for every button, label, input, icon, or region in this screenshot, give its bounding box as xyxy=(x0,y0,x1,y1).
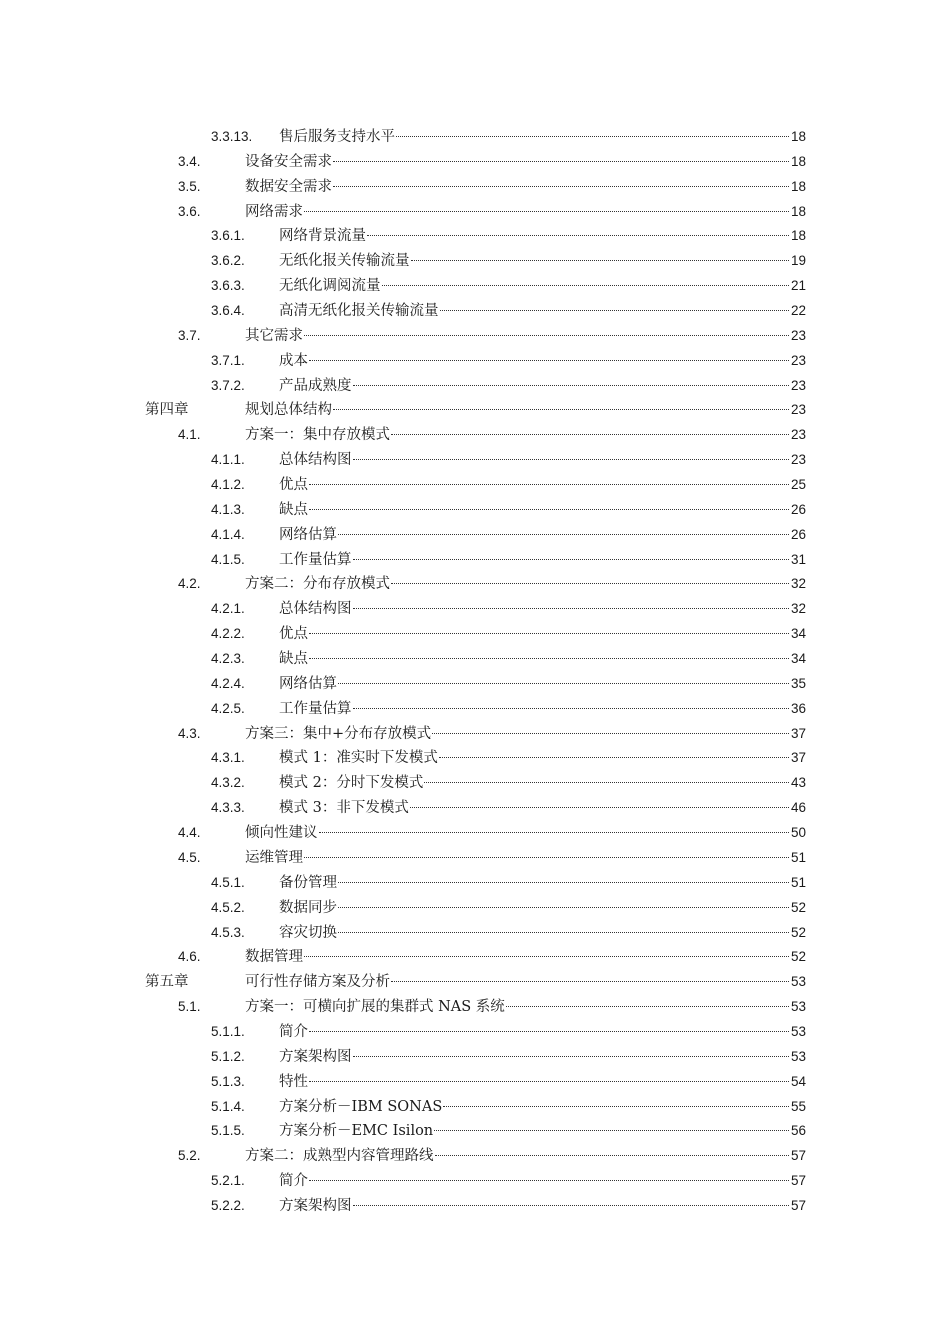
toc-entry-number: 4.2.4. xyxy=(211,675,245,691)
toc-entry-title: 方案二：成熟型内容管理路线 xyxy=(245,1148,434,1165)
dot-leader xyxy=(443,1105,789,1107)
toc-entry-title: 方案分析－IBM SONAS xyxy=(279,1098,443,1115)
toc-entry-page-number: 57 xyxy=(790,1173,806,1189)
dot-leader xyxy=(309,359,789,361)
dot-leader xyxy=(304,856,789,858)
toc-entry-title: 规划总体结构 xyxy=(245,402,332,419)
dot-leader xyxy=(338,682,789,684)
toc-entry-page-number: 23 xyxy=(790,352,806,368)
toc-entry-title: 工作量估算 xyxy=(279,700,352,717)
dot-leader xyxy=(410,806,789,808)
toc-entry-page-number: 56 xyxy=(790,1123,806,1139)
toc-entry-line xyxy=(279,1045,806,1070)
toc-entry-line xyxy=(279,473,806,498)
toc-entry-number: 3.6. xyxy=(178,203,201,219)
toc-entry-page-number: 18 xyxy=(790,203,806,219)
toc-entry-page-number: 52 xyxy=(790,949,806,965)
toc-entry-line xyxy=(279,523,806,548)
toc-entry-title: 产品成熟度 xyxy=(279,377,352,394)
toc-entry-title: 售后服务支持水平 xyxy=(279,129,395,145)
toc-entry-page-number: 32 xyxy=(790,576,806,592)
toc-entry-page-number: 37 xyxy=(790,725,806,741)
toc-entry[interactable] xyxy=(0,846,950,871)
toc-entry-title: 网络估算 xyxy=(279,675,337,692)
toc-entry-line xyxy=(279,249,806,274)
toc-entry-title: 其它需求 xyxy=(245,327,303,344)
toc-entry-line xyxy=(279,349,806,374)
toc-entry-line xyxy=(279,224,806,249)
dot-leader xyxy=(439,756,789,758)
toc-entry-number: 3.7.2. xyxy=(211,377,245,393)
toc-entry-title: 无纸化报关传输流量 xyxy=(279,253,410,270)
toc-entry-title: 高清无纸化报关传输流量 xyxy=(279,303,439,320)
toc-entry[interactable] xyxy=(0,498,950,523)
toc-entry[interactable] xyxy=(0,349,950,374)
toc-entry-line xyxy=(279,299,806,324)
toc-entry[interactable] xyxy=(0,1194,950,1219)
toc-entry-line xyxy=(279,1119,806,1144)
toc-entry-title: 无纸化调阅流量 xyxy=(279,278,381,295)
toc-entry[interactable] xyxy=(0,249,950,274)
toc-entry-page-number: 34 xyxy=(790,651,806,667)
toc-entry-page-number: 51 xyxy=(790,849,806,865)
toc-entry-line xyxy=(245,995,806,1020)
toc-entry-number: 4.3.1. xyxy=(211,750,245,766)
toc-entry-page-number: 23 xyxy=(790,402,806,418)
dot-leader xyxy=(411,259,789,261)
toc-entry-line xyxy=(279,1194,806,1219)
toc-entry-page-number: 23 xyxy=(790,427,806,443)
toc-entry-page-number: 54 xyxy=(790,1073,806,1089)
toc-entry-line xyxy=(245,175,806,200)
toc-entry-number: 4.3.3. xyxy=(211,800,245,816)
toc-entry-line xyxy=(245,423,806,448)
toc-entry-title: 总体结构图 xyxy=(279,601,352,618)
toc-entry-number: 4.1.4. xyxy=(211,526,245,542)
dot-leader xyxy=(440,309,789,311)
dot-leader xyxy=(434,1129,789,1131)
toc-entry-page-number: 53 xyxy=(790,1048,806,1064)
toc-entry-page-number: 18 xyxy=(790,178,806,194)
toc-entry-page-number: 34 xyxy=(790,626,806,642)
toc-entry-line xyxy=(279,548,806,573)
dot-leader xyxy=(338,906,789,908)
toc-entry-page-number: 18 xyxy=(790,153,806,169)
toc-entry-title: 数据安全需求 xyxy=(245,178,332,195)
toc-entry-title: 方案一：可横向扩展的集群式 NAS 系统 xyxy=(245,999,505,1016)
toc-entry[interactable] xyxy=(0,1070,950,1095)
toc-entry-number: 4.1.5. xyxy=(211,551,245,567)
toc-entry-page-number: 35 xyxy=(790,675,806,691)
toc-entry-number: 5.1.1. xyxy=(211,1023,245,1039)
dot-leader xyxy=(382,284,789,286)
toc-entry-title: 总体结构图 xyxy=(279,452,352,469)
toc-entry-line xyxy=(279,125,806,150)
toc-entry-page-number: 18 xyxy=(790,228,806,244)
toc-entry[interactable] xyxy=(0,125,950,150)
toc-entry-title: 倾向性建议 xyxy=(245,825,318,842)
toc-entry[interactable] xyxy=(0,398,950,423)
dot-leader xyxy=(338,533,789,535)
toc-entry-number: 4.1. xyxy=(178,427,201,443)
toc-entry-title: 网络需求 xyxy=(245,203,303,220)
toc-entry[interactable] xyxy=(0,995,950,1020)
toc-entry[interactable] xyxy=(0,150,950,175)
dot-leader xyxy=(333,185,789,187)
toc-entry-number: 3.7.1. xyxy=(211,352,245,368)
toc-entry-number: 4.2.2. xyxy=(211,626,245,642)
dot-leader xyxy=(333,160,789,162)
toc-entry-number: 5.1.2. xyxy=(211,1048,245,1064)
dot-leader xyxy=(304,334,789,336)
toc-entry[interactable] xyxy=(0,722,950,747)
dot-leader xyxy=(435,1154,789,1156)
toc-entry-line xyxy=(279,597,806,622)
toc-entry[interactable] xyxy=(0,1045,950,1070)
toc-entry[interactable] xyxy=(0,200,950,225)
toc-entry-number: 5.1.4. xyxy=(211,1098,245,1114)
toc-entry-page-number: 26 xyxy=(790,501,806,517)
dot-leader xyxy=(309,1080,789,1082)
toc-entry-line xyxy=(245,1144,806,1169)
toc-entry-line xyxy=(279,746,806,771)
toc-entry-number: 4.2. xyxy=(178,576,201,592)
toc-entry-page-number: 55 xyxy=(790,1098,806,1114)
toc-entry-page-number: 25 xyxy=(790,477,806,493)
dot-leader xyxy=(304,955,789,957)
dot-leader xyxy=(396,135,789,137)
toc-entry-page-number: 53 xyxy=(790,974,806,990)
toc-entry-line xyxy=(279,274,806,299)
dot-leader xyxy=(432,732,789,734)
toc-entry-number: 4.5. xyxy=(178,849,201,865)
toc-entry-title: 缺点 xyxy=(279,501,308,518)
toc-entry-page-number: 22 xyxy=(790,303,806,319)
dot-leader xyxy=(319,831,789,833)
toc-entry-line xyxy=(245,150,806,175)
toc-entry-title: 模式 3：非下发模式 xyxy=(279,800,409,817)
toc-entry[interactable] xyxy=(0,672,950,697)
toc-entry-line xyxy=(279,647,806,672)
toc-entry-page-number: 18 xyxy=(790,129,806,144)
toc-entry-number: 第四章 xyxy=(145,402,189,419)
toc-entry[interactable] xyxy=(0,1020,950,1045)
toc-entry-title: 方案分析－EMC Isilon xyxy=(279,1123,434,1140)
toc-entry-number: 4.2.3. xyxy=(211,651,245,667)
toc-entry-number: 4.1.1. xyxy=(211,452,245,468)
toc-entry-title: 缺点 xyxy=(279,651,308,668)
toc-entry-page-number: 32 xyxy=(790,601,806,617)
toc-entry[interactable] xyxy=(0,771,950,796)
dot-leader xyxy=(309,483,789,485)
toc-entry-title: 方案二：分布存放模式 xyxy=(245,576,390,593)
toc-entry-page-number: 57 xyxy=(790,1148,806,1164)
toc-entry[interactable] xyxy=(0,921,950,946)
toc-entry-number: 3.3.13. xyxy=(211,129,253,144)
toc-entry-line xyxy=(279,697,806,722)
toc-entry-line xyxy=(279,871,806,896)
toc-entry-line xyxy=(279,1070,806,1095)
toc-entry-number: 5.2. xyxy=(178,1148,201,1164)
toc-entry-page-number: 19 xyxy=(790,253,806,269)
toc-entry-line xyxy=(279,672,806,697)
dot-leader xyxy=(309,657,789,659)
toc-entry-page-number: 57 xyxy=(790,1197,806,1213)
toc-entry-title: 简介 xyxy=(279,1173,308,1190)
toc-entry-title: 方案架构图 xyxy=(279,1048,352,1065)
toc-entry-line xyxy=(245,324,806,349)
toc-entry[interactable] xyxy=(0,796,950,821)
dot-leader xyxy=(304,210,789,212)
toc-entry[interactable] xyxy=(0,448,950,473)
toc-entry-number: 4.1.3. xyxy=(211,501,245,517)
toc-entry-number: 4.6. xyxy=(178,949,201,965)
toc-entry[interactable] xyxy=(0,374,950,399)
toc-entry[interactable] xyxy=(0,175,950,200)
toc-entry-line xyxy=(279,374,806,399)
toc-entry[interactable] xyxy=(0,597,950,622)
dot-leader xyxy=(338,931,789,933)
toc-entry-line xyxy=(279,1020,806,1045)
toc-entry-title: 方案架构图 xyxy=(279,1197,352,1214)
toc-entry-page-number: 23 xyxy=(790,377,806,393)
dot-leader xyxy=(309,508,789,510)
toc-entry-number: 5.2.1. xyxy=(211,1173,245,1189)
toc-entry-number: 4.2.5. xyxy=(211,700,245,716)
toc-entry-line xyxy=(279,498,806,523)
dot-leader xyxy=(309,1030,789,1032)
dot-leader xyxy=(333,408,789,410)
dot-leader xyxy=(424,781,789,783)
toc-entry-number: 4.1.2. xyxy=(211,477,245,493)
toc-entry-page-number: 46 xyxy=(790,800,806,816)
toc-entry-title: 方案一：集中存放模式 xyxy=(245,427,390,444)
toc-entry-number: 3.5. xyxy=(178,178,201,194)
toc-entry[interactable] xyxy=(0,970,950,995)
toc-entry-line xyxy=(245,846,806,871)
toc-entry[interactable] xyxy=(0,274,950,299)
toc-entry-page-number: 43 xyxy=(790,775,806,791)
toc-entry-number: 5.1.3. xyxy=(211,1073,245,1089)
toc-entry-number: 5.2.2. xyxy=(211,1197,245,1213)
toc-entry-page-number: 53 xyxy=(790,999,806,1015)
toc-entry-page-number: 36 xyxy=(790,700,806,716)
toc-entry-number: 3.6.4. xyxy=(211,303,245,319)
toc-entry[interactable] xyxy=(0,572,950,597)
toc-entry-title: 备份管理 xyxy=(279,874,337,891)
toc-entry-number: 3.6.3. xyxy=(211,278,245,294)
toc-entry[interactable] xyxy=(0,697,950,722)
toc-entry-page-number: 23 xyxy=(790,327,806,343)
toc-entry-page-number: 26 xyxy=(790,526,806,542)
toc-entry-title: 优点 xyxy=(279,477,308,494)
toc-entry-line xyxy=(245,821,806,846)
dot-leader xyxy=(391,433,789,435)
toc-entry[interactable] xyxy=(0,1169,950,1194)
toc-entry-number: 4.3. xyxy=(178,725,201,741)
toc-entry-line xyxy=(279,1169,806,1194)
dot-leader xyxy=(353,384,789,386)
toc-entry-line xyxy=(245,970,806,995)
toc-entry-title: 数据同步 xyxy=(279,899,337,916)
toc-entry-number: 4.5.1. xyxy=(211,874,245,890)
toc-entry[interactable] xyxy=(0,821,950,846)
toc-entry-title: 成本 xyxy=(279,352,308,369)
toc-entry-number: 4.3.2. xyxy=(211,775,245,791)
toc-entry[interactable] xyxy=(0,1144,950,1169)
toc-entry-line xyxy=(279,796,806,821)
toc-entry-line xyxy=(279,921,806,946)
toc-entry-title: 容灾切换 xyxy=(279,924,337,941)
dot-leader xyxy=(338,881,789,883)
toc-entry-page-number: 37 xyxy=(790,750,806,766)
toc-entry-line xyxy=(245,722,806,747)
toc-entry-number: 5.1.5. xyxy=(211,1123,245,1139)
toc-entry-title: 模式 2：分时下发模式 xyxy=(279,775,424,792)
toc-entry-number: 3.6.2. xyxy=(211,253,245,269)
toc-entry-title: 运维管理 xyxy=(245,849,303,866)
toc-entry-number: 5.1. xyxy=(178,999,201,1015)
toc-entry-number: 第五章 xyxy=(145,974,189,991)
toc-entry[interactable] xyxy=(0,945,950,970)
toc-entry-title: 特性 xyxy=(279,1073,308,1090)
table-of-contents xyxy=(0,125,950,1219)
toc-entry-number: 3.6.1. xyxy=(211,228,245,244)
toc-entry-line xyxy=(279,622,806,647)
toc-entry[interactable] xyxy=(0,896,950,921)
toc-entry-page-number: 51 xyxy=(790,874,806,890)
toc-entry-number: 4.4. xyxy=(178,825,201,841)
toc-entry-title: 优点 xyxy=(279,626,308,643)
toc-entry-line xyxy=(245,200,806,225)
toc-entry[interactable] xyxy=(0,548,950,573)
toc-entry-page-number: 52 xyxy=(790,899,806,915)
toc-entry[interactable] xyxy=(0,647,950,672)
dot-leader xyxy=(367,234,789,236)
dot-leader xyxy=(309,1179,789,1181)
toc-entry-title: 模式 1：准实时下发模式 xyxy=(279,750,438,767)
dot-leader xyxy=(353,707,789,709)
toc-entry-title: 方案三：集中+分布存放模式 xyxy=(245,725,432,742)
toc-entry-number: 3.7. xyxy=(178,327,201,343)
toc-entry-page-number: 53 xyxy=(790,1023,806,1039)
toc-entry-line xyxy=(245,398,806,423)
toc-entry[interactable] xyxy=(0,746,950,771)
toc-entry[interactable] xyxy=(0,523,950,548)
dot-leader xyxy=(506,1005,789,1007)
toc-entry-number: 4.5.2. xyxy=(211,899,245,915)
toc-entry-title: 可行性存储方案及分析 xyxy=(245,974,390,991)
toc-entry-title: 网络估算 xyxy=(279,526,337,543)
toc-entry[interactable] xyxy=(0,1095,950,1120)
toc-entry-page-number: 23 xyxy=(790,452,806,468)
toc-entry-line xyxy=(279,896,806,921)
toc-entry-line xyxy=(279,448,806,473)
dot-leader xyxy=(391,582,789,584)
dot-leader xyxy=(353,1055,789,1057)
toc-entry-title: 数据管理 xyxy=(245,949,303,966)
toc-entry-line xyxy=(245,945,806,970)
toc-entry[interactable] xyxy=(0,871,950,896)
toc-entry-title: 设备安全需求 xyxy=(245,153,332,170)
toc-entry[interactable] xyxy=(0,299,950,324)
toc-entry-title: 工作量估算 xyxy=(279,551,352,568)
toc-entry[interactable] xyxy=(0,1119,950,1144)
toc-entry-number: 3.4. xyxy=(178,153,201,169)
dot-leader xyxy=(391,980,789,982)
toc-entry-title: 网络背景流量 xyxy=(279,228,366,245)
toc-entry[interactable] xyxy=(0,622,950,647)
toc-entry[interactable] xyxy=(0,423,950,448)
toc-entry[interactable] xyxy=(0,224,950,249)
toc-entry[interactable] xyxy=(0,324,950,349)
toc-entry-page-number: 52 xyxy=(790,924,806,940)
toc-entry-page-number: 21 xyxy=(790,278,806,294)
toc-entry-line xyxy=(279,1095,806,1120)
dot-leader xyxy=(353,458,789,460)
toc-entry-line xyxy=(279,771,806,796)
toc-entry-line xyxy=(245,572,806,597)
toc-entry-page-number: 31 xyxy=(790,551,806,567)
toc-entry-number: 4.2.1. xyxy=(211,601,245,617)
dot-leader xyxy=(353,607,789,609)
toc-entry-title: 简介 xyxy=(279,1023,308,1040)
dot-leader xyxy=(353,1204,789,1206)
dot-leader xyxy=(353,558,789,560)
toc-entry-page-number: 50 xyxy=(790,825,806,841)
toc-entry[interactable] xyxy=(0,473,950,498)
dot-leader xyxy=(309,632,789,634)
toc-entry-number: 4.5.3. xyxy=(211,924,245,940)
